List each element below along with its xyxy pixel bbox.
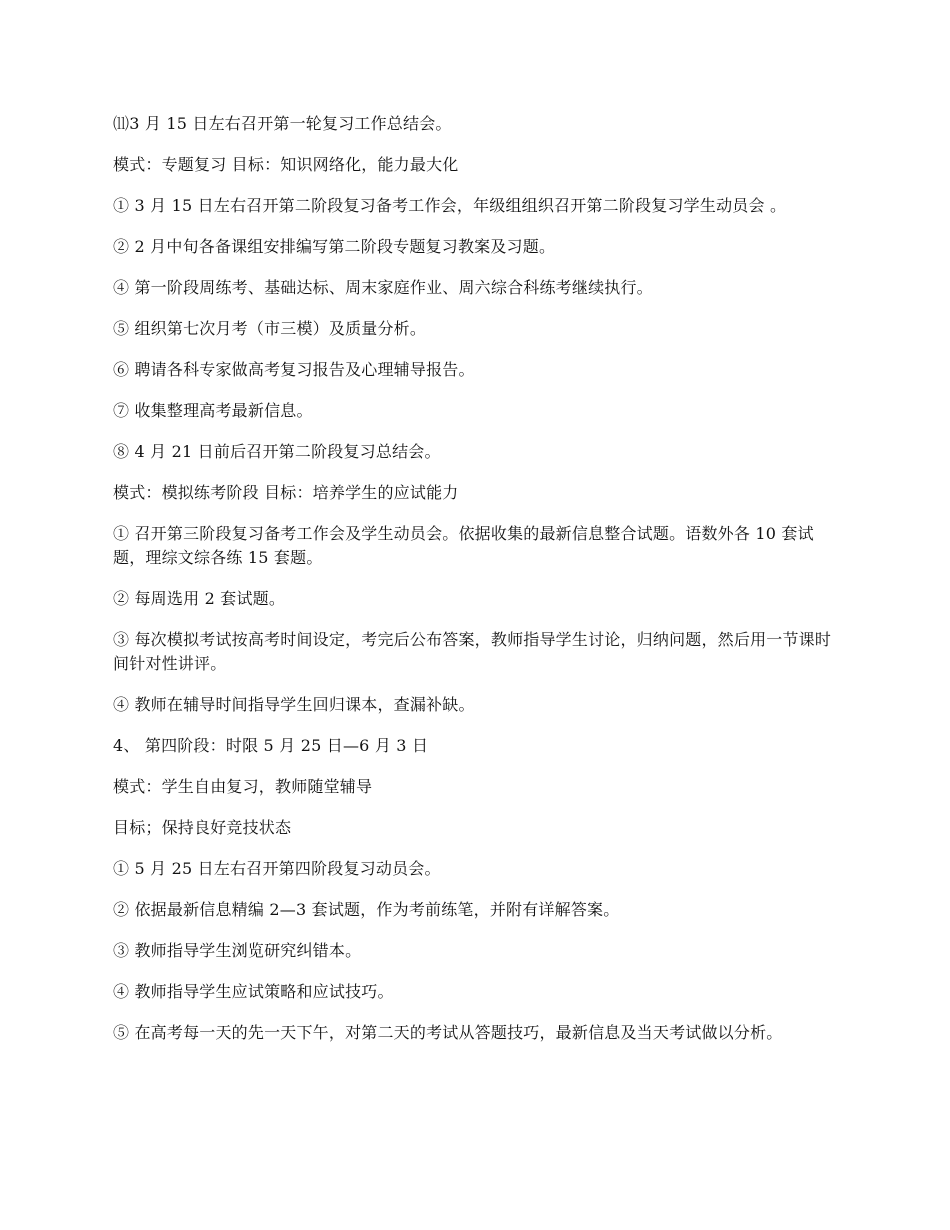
paragraph-stage2-item-5: ⑤ 组织第七次月考（市三模）及质量分析。: [113, 319, 427, 338]
paragraph-stage4-item-2: ② 依据最新信息精编 2—3 套试题，作为考前练笔，并附有详解答案。: [113, 900, 620, 919]
paragraph-stage3-item-1: ① 召开第三阶段复习备考工作会及学生动员会。依据收集的最新信息整合试题。语数外各 10 套试题，理综文综各练 15 套题。: [113, 524, 814, 567]
paragraph-stage4-item-3: ③ 教师指导学生浏览研究纠错本。: [113, 941, 362, 960]
paragraph-stage4-item-5: ⑤ 在高考每一天的先一天下午，对第二天的考试从答题技巧，最新信息及当天考试做以分析。: [113, 1023, 783, 1042]
paragraph-stage4-item-4: ④ 教师指导学生应试策略和应试技巧。: [113, 982, 394, 1001]
paragraph-stage3-mode: 模式：模拟练考阶段 目标：培养学生的应试能力: [113, 483, 459, 502]
paragraph-stage4-item-1: ① 5 月 25 日左右召开第四阶段复习动员会。: [113, 859, 441, 878]
paragraph-stage2-item-6: ⑥ 聘请各科专家做高考复习报告及心理辅导报告。: [113, 360, 475, 379]
paragraph-stage2-item-1: ① 3 月 15 日左右召开第二阶段复习备考工作会，年级组组织召开第二阶段复习学生动员会 。: [113, 196, 787, 215]
paragraph-stage2-item-7: ⑦ 收集整理高考最新信息。: [113, 401, 313, 420]
paragraph-stage2-item-4: ④ 第一阶段周练考、基础达标、周末家庭作业、周六综合科练考继续执行。: [113, 278, 653, 297]
paragraph-stage3-item-2: ② 每周选用 2 套试题。: [113, 589, 286, 608]
paragraph-stage3-item-4: ④ 教师在辅导时间指导学生回归课本，查漏补缺。: [113, 695, 475, 714]
document-page: [113, 112, 833, 1062]
paragraph-summary-meeting: ⑾3 月 15 日左右召开第一轮复习工作总结会。: [113, 114, 452, 133]
paragraph-stage4-goal: 目标；保持良好竞技状态: [113, 818, 292, 837]
paragraph-stage3-item-3: ③ 每次模拟考试按高考时间设定，考完后公布答案，教师指导学生讨论，归纳问题，然后用一节课时间针对性讲评。: [113, 630, 832, 673]
paragraph-stage2-mode: 模式：专题复习 目标：知识网络化，能力最大化: [113, 155, 459, 174]
paragraph-stage4-mode: 模式：学生自由复习，教师随堂辅导: [113, 777, 373, 796]
paragraph-stage2-item-2: ② 2 月中旬各备课组安排编写第二阶段专题复习教案及习题。: [113, 237, 556, 256]
paragraph-stage2-item-8: ⑧ 4 月 21 日前后召开第二阶段复习总结会。: [113, 442, 441, 461]
paragraph-stage4-heading: 4、 第四阶段：时限 5 月 25 日—6 月 3 日: [113, 736, 429, 755]
